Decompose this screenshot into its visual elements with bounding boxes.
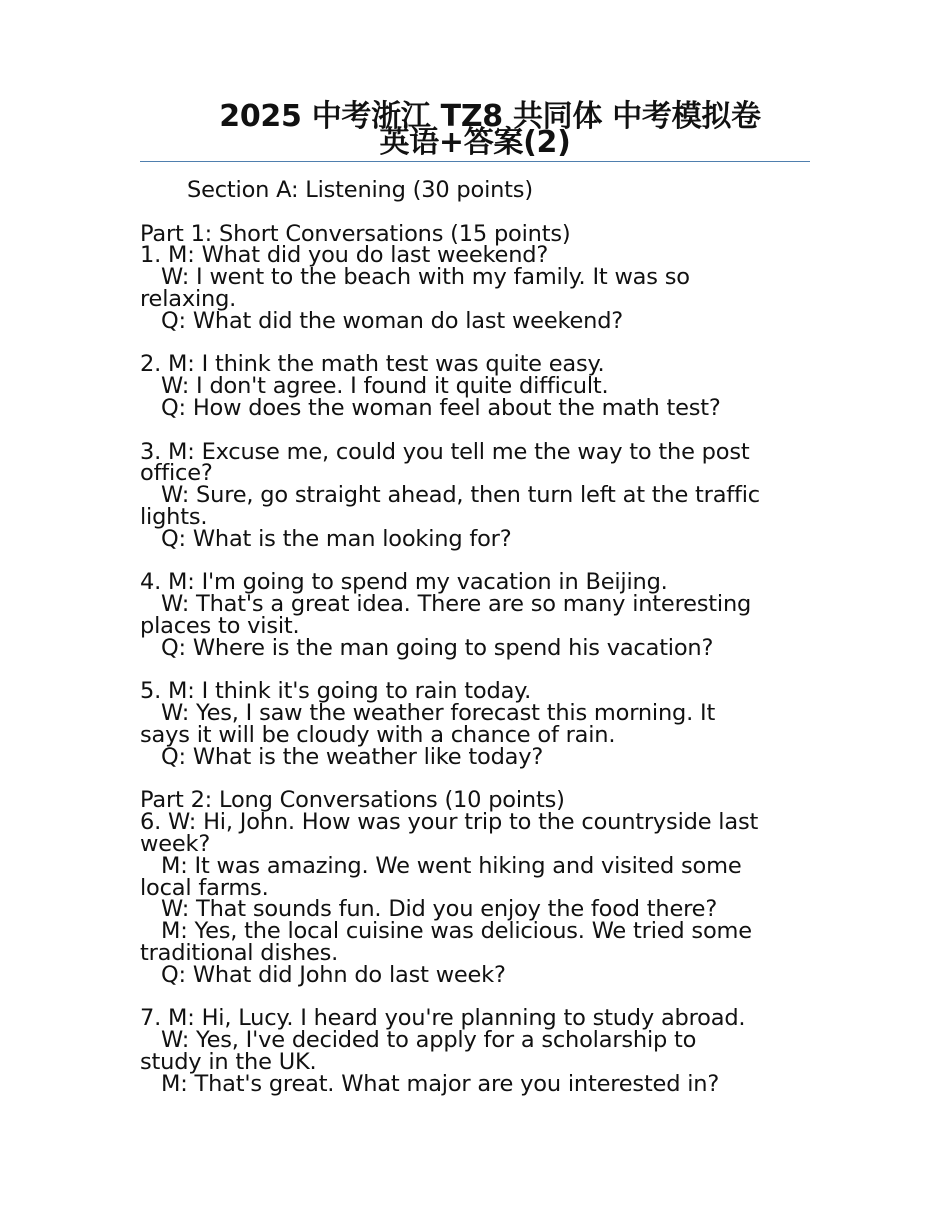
q1-woman-line-cont: relaxing. (140, 285, 237, 312)
q4-woman-line-cont: places to visit. (140, 612, 300, 639)
q2-man-line: 2. M: I think the math test was quite easy. (140, 351, 605, 378)
q4-question: Q: Where is the man going to spend his vacation? (161, 634, 714, 661)
q7-man-line-2: M: That's great. What major are you interested in? (161, 1070, 720, 1097)
q4-woman-line: W: That's a great idea. There are so many interesting (161, 591, 752, 618)
q1-question: Q: What did the woman do last weekend? (161, 307, 624, 334)
q7-man-line-1: 7. M: Hi, Lucy. I heard you're planning to study abroad. (140, 1005, 746, 1032)
q5-woman-line-cont: says it will be cloudy with a chance of rain. (140, 721, 616, 748)
part1-heading: Part 1: Short Conversations (15 points) (140, 220, 571, 247)
part2-heading: Part 2: Long Conversations (10 points) (140, 787, 565, 814)
q6-man-line-1-cont: local farms. (140, 874, 269, 901)
q7-woman-line-1: W: Yes, I've decided to apply for a scholarship to (161, 1027, 697, 1054)
q1-man-line: 1. M: What did you do last weekend? (140, 242, 549, 269)
q2-woman-line: W: I don't agree. I found it quite difficult. (161, 373, 609, 400)
title-line-1: 2025 中考浙江 TZ8 共同体 中考模拟卷 (219, 99, 761, 134)
document-title (140, 99, 810, 160)
q3-man-line-cont: office? (140, 460, 213, 487)
title-line-2: 英语+答案(2) (379, 125, 571, 160)
title-divider (140, 161, 810, 162)
q6-woman-line-1-cont: week? (140, 830, 211, 857)
q2-question: Q: How does the woman feel about the math test? (161, 394, 721, 421)
q6-question: Q: What did John do last week? (161, 961, 506, 988)
q3-question: Q: What is the man looking for? (161, 525, 512, 552)
q7-woman-line-1-cont: study in the UK. (140, 1048, 317, 1075)
q3-woman-line: W: Sure, go straight ahead, then turn left at the traffic (161, 482, 760, 509)
q5-man-line: 5. M: I think it's going to rain today. (140, 678, 532, 705)
q6-man-line-1: M: It was amazing. We went hiking and visited some (161, 852, 742, 879)
q6-woman-line-1: 6. W: Hi, John. How was your trip to the countryside last (140, 809, 759, 836)
q6-man-line-2-cont: traditional dishes. (140, 939, 339, 966)
q4-man-line: 4. M: I'm going to spend my vacation in Beijing. (140, 569, 668, 596)
q5-question: Q: What is the weather like today? (161, 743, 544, 770)
q3-woman-line-cont: lights. (140, 503, 208, 530)
section-a-heading: Section A: Listening (30 points) (187, 177, 533, 203)
q3-man-line: 3. M: Excuse me, could you tell me the way to the post (140, 438, 750, 465)
document-body (140, 177, 810, 1097)
q6-man-line-2: M: Yes, the local cuisine was delicious. We tried some (161, 918, 752, 945)
q1-woman-line: W: I went to the beach with my family. It was so (161, 264, 690, 291)
q6-woman-line-2: W: That sounds fun. Did you enjoy the food there? (161, 896, 718, 923)
q5-woman-line: W: Yes, I saw the weather forecast this morning. It (161, 700, 716, 727)
